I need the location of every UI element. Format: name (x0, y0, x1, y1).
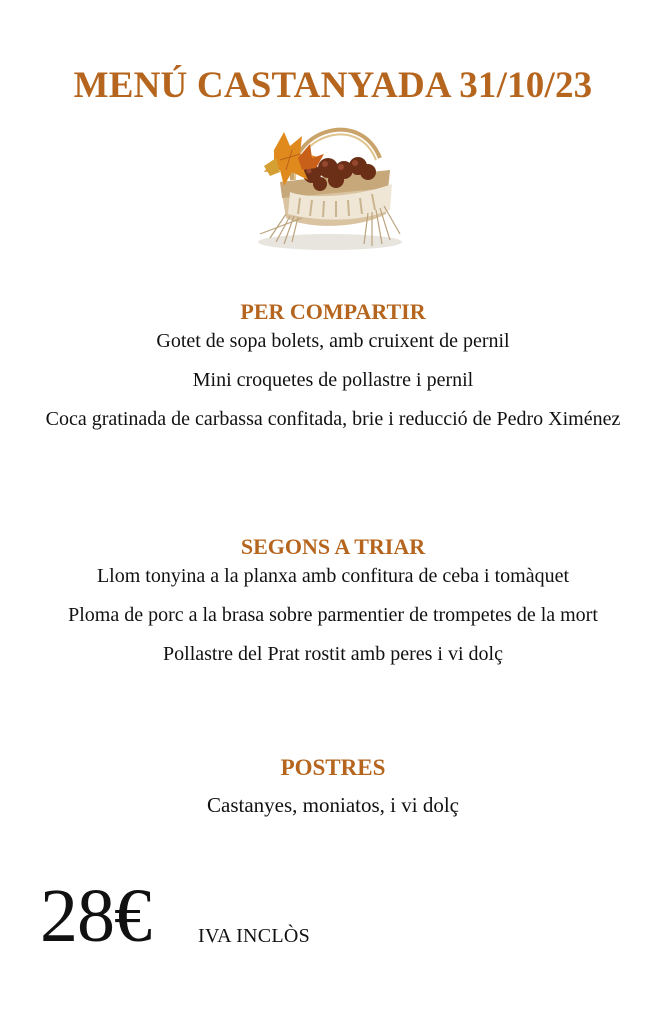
section-segons-a-triar (30, 533, 636, 680)
menu-item: Castanyes, moniatos, i vi dolç (207, 793, 459, 817)
section-postres (30, 754, 636, 831)
menu-item: Coca gratinada de carbassa confitada, brie i reducció de Pedro Ximénez (45, 408, 621, 430)
chestnut-basket-icon (240, 110, 420, 255)
menu-price: 28€ (40, 874, 151, 958)
menu-title: MENÚ CASTANYADA 31/10/23 (73, 65, 593, 106)
menu-item: Ploma de porc a la brasa sobre parmentier de trompetes de la mort (68, 604, 598, 626)
tax-note: IVA INCLÒS (198, 925, 311, 947)
section-heading: SEGONS A TRIAR (240, 534, 426, 559)
section-per-compartir (30, 298, 636, 445)
menu-item: Llom tonyina a la planxa amb confitura de ceba i tomàquet (96, 565, 570, 587)
menu-item: Pollastre del Prat rostit amb peres i vi dolç (163, 643, 503, 665)
menu-item: Mini croquetes de pollastre i pernil (192, 369, 474, 391)
section-heading: PER COMPARTIR (240, 299, 426, 324)
menu-item: Gotet de sopa bolets, amb cruixent de pernil (156, 330, 510, 352)
section-heading: POSTRES (280, 755, 386, 780)
chestnut-basket-illustration (240, 110, 420, 255)
